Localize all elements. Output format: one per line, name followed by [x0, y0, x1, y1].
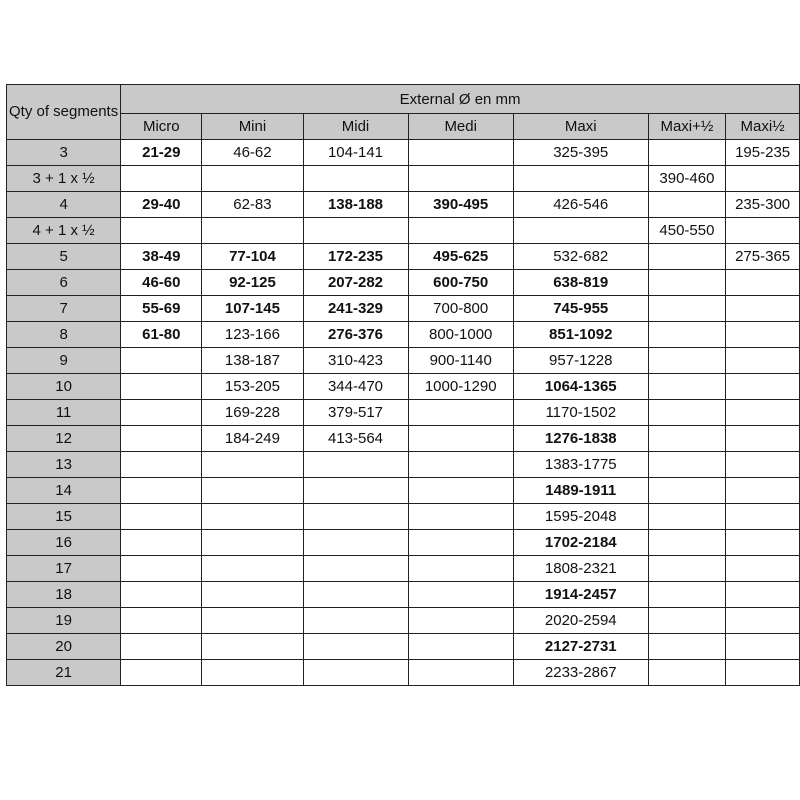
diameter-cell: [303, 218, 408, 244]
diameter-cell: [726, 608, 800, 634]
diameter-cell: [408, 140, 513, 166]
diameter-cell: [121, 478, 202, 504]
diameter-cell: [121, 374, 202, 400]
diameter-cell: 532-682: [513, 244, 648, 270]
column-header: Maxi½: [726, 114, 800, 140]
table-row: [7, 296, 800, 322]
diameter-cell: [726, 374, 800, 400]
diameter-cell: 700-800: [408, 296, 513, 322]
qty-cell: 21: [7, 660, 121, 686]
diameter-cell: 1276-1838: [513, 426, 648, 452]
table-row: [7, 634, 800, 660]
qty-cell: 10: [7, 374, 121, 400]
diameter-cell: 310-423: [303, 348, 408, 374]
diameter-cell: 600-750: [408, 270, 513, 296]
diameter-cell: 413-564: [303, 426, 408, 452]
diameter-cell: 55-69: [121, 296, 202, 322]
diameter-cell: [648, 530, 726, 556]
diameter-cell: [202, 556, 303, 582]
diameter-cell: 2233-2867: [513, 660, 648, 686]
diameter-cell: [303, 166, 408, 192]
diameter-cell: 138-188: [303, 192, 408, 218]
diameter-cell: [726, 322, 800, 348]
diameter-cell: 77-104: [202, 244, 303, 270]
qty-cell: 9: [7, 348, 121, 374]
diameter-cell: 1064-1365: [513, 374, 648, 400]
qty-cell: 4 + 1 x ½: [7, 218, 121, 244]
diameter-cell: [726, 634, 800, 660]
table-row: [7, 478, 800, 504]
diameter-cell: [121, 166, 202, 192]
diameter-cell: 2020-2594: [513, 608, 648, 634]
table-row: [7, 608, 800, 634]
diameter-cell: 1170-1502: [513, 400, 648, 426]
diameter-cell: 957-1228: [513, 348, 648, 374]
diameter-cell: [726, 400, 800, 426]
diameter-cell: 138-187: [202, 348, 303, 374]
diameter-cell: 900-1140: [408, 348, 513, 374]
diameter-cell: 426-546: [513, 192, 648, 218]
diameter-cell: 21-29: [121, 140, 202, 166]
table-row: [7, 452, 800, 478]
diameter-cell: [648, 400, 726, 426]
diameter-cell: 2127-2731: [513, 634, 648, 660]
column-header: Medi: [408, 114, 513, 140]
diameter-cell: [648, 270, 726, 296]
diameter-cell: 275-365: [726, 244, 800, 270]
diameter-cell: [202, 452, 303, 478]
qty-cell: 12: [7, 426, 121, 452]
qty-cell: 7: [7, 296, 121, 322]
diameter-cell: [408, 530, 513, 556]
diameter-cell: [202, 530, 303, 556]
diameter-cell: [303, 530, 408, 556]
table-row: [7, 166, 800, 192]
diameter-cell: 29-40: [121, 192, 202, 218]
diameter-cell: [303, 452, 408, 478]
diameter-cell: [648, 296, 726, 322]
diameter-cell: [513, 218, 648, 244]
diameter-cell: [202, 218, 303, 244]
diameter-cell: [648, 504, 726, 530]
table-row: [7, 582, 800, 608]
diameter-cell: 638-819: [513, 270, 648, 296]
diameter-cell: [121, 400, 202, 426]
column-header: Maxi+½: [648, 114, 726, 140]
diameter-cell: 450-550: [648, 218, 726, 244]
diameter-cell: 172-235: [303, 244, 408, 270]
diameter-cell: 107-145: [202, 296, 303, 322]
qty-cell: 11: [7, 400, 121, 426]
qty-cell: 18: [7, 582, 121, 608]
table-row: [7, 400, 800, 426]
diameter-cell: [121, 660, 202, 686]
diameter-cell: [648, 660, 726, 686]
diameter-cell: 184-249: [202, 426, 303, 452]
diameter-cell: 207-282: [303, 270, 408, 296]
diameter-cell: 325-395: [513, 140, 648, 166]
diameter-cell: 1702-2184: [513, 530, 648, 556]
diameter-cell: [202, 166, 303, 192]
diameter-cell: [648, 244, 726, 270]
diameter-cell: 851-1092: [513, 322, 648, 348]
diameter-cell: 390-460: [648, 166, 726, 192]
qty-cell: 17: [7, 556, 121, 582]
diameter-cell: [408, 166, 513, 192]
table-row: [7, 322, 800, 348]
diameter-cell: [726, 218, 800, 244]
diameter-cell: 495-625: [408, 244, 513, 270]
diameter-cell: [648, 192, 726, 218]
diameter-cell: 241-329: [303, 296, 408, 322]
table-row: [7, 270, 800, 296]
diameter-cell: [648, 426, 726, 452]
diameter-cell: [121, 608, 202, 634]
diameter-cell: [726, 426, 800, 452]
qty-cell: 13: [7, 452, 121, 478]
qty-cell: 15: [7, 504, 121, 530]
diameter-cell: [121, 348, 202, 374]
diameter-cell: 169-228: [202, 400, 303, 426]
diameter-cell: 62-83: [202, 192, 303, 218]
column-header: Micro: [121, 114, 202, 140]
diameter-cell: [726, 166, 800, 192]
diameter-cell: [202, 478, 303, 504]
diameter-cell: 104-141: [303, 140, 408, 166]
diameter-cell: [202, 608, 303, 634]
qty-cell: 5: [7, 244, 121, 270]
qty-cell: 16: [7, 530, 121, 556]
diameter-cell: 390-495: [408, 192, 513, 218]
diameter-cell: 46-60: [121, 270, 202, 296]
diameter-cell: [303, 634, 408, 660]
diameter-cell: 379-517: [303, 400, 408, 426]
diameter-cell: [121, 452, 202, 478]
diameter-cell: 61-80: [121, 322, 202, 348]
diameter-cell: [726, 270, 800, 296]
diameter-cell: [121, 504, 202, 530]
diameter-cell: [726, 504, 800, 530]
diameter-cell: [648, 478, 726, 504]
diameter-cell: [408, 478, 513, 504]
diameter-cell: [648, 348, 726, 374]
diameter-cell: [408, 504, 513, 530]
table-row: [7, 374, 800, 400]
diameter-cell: 195-235: [726, 140, 800, 166]
diameter-cell: [303, 660, 408, 686]
diameter-cell: [202, 660, 303, 686]
diameter-cell: 1914-2457: [513, 582, 648, 608]
diameter-cell: [303, 504, 408, 530]
table-row: [7, 426, 800, 452]
column-header: Midi: [303, 114, 408, 140]
diameter-cell: 38-49: [121, 244, 202, 270]
column-header: Maxi: [513, 114, 648, 140]
table-row: [7, 504, 800, 530]
diameter-cell: [648, 582, 726, 608]
diameter-cell: 1595-2048: [513, 504, 648, 530]
diameter-cell: [408, 634, 513, 660]
diameter-cell: [648, 556, 726, 582]
diameter-cell: 276-376: [303, 322, 408, 348]
qty-header: Qty of segments: [7, 85, 121, 140]
qty-cell: 14: [7, 478, 121, 504]
qty-cell: 19: [7, 608, 121, 634]
diameter-cell: [408, 426, 513, 452]
diameter-cell: [408, 218, 513, 244]
table-row: [7, 218, 800, 244]
segments-table: [6, 84, 800, 686]
diameter-cell: [408, 608, 513, 634]
diameter-cell: [408, 556, 513, 582]
qty-cell: 3 + 1 x ½: [7, 166, 121, 192]
qty-cell: 8: [7, 322, 121, 348]
diameter-cell: [121, 634, 202, 660]
diameter-cell: [726, 348, 800, 374]
diameter-cell: 123-166: [202, 322, 303, 348]
diameter-cell: [121, 582, 202, 608]
table-row: [7, 140, 800, 166]
table-row: [7, 192, 800, 218]
diameter-cell: [303, 608, 408, 634]
diameter-cell: [648, 374, 726, 400]
diameter-cell: 1489-1911: [513, 478, 648, 504]
diameter-cell: 1383-1775: [513, 452, 648, 478]
diameter-cell: [303, 582, 408, 608]
table-row: [7, 244, 800, 270]
diameter-cell: [648, 452, 726, 478]
diameter-cell: [648, 608, 726, 634]
diameter-cell: 800-1000: [408, 322, 513, 348]
qty-cell: 20: [7, 634, 121, 660]
diameter-cell: [726, 582, 800, 608]
diameter-cell: [303, 556, 408, 582]
diameter-cell: [121, 530, 202, 556]
diameter-cell: 1808-2321: [513, 556, 648, 582]
diameter-cell: 235-300: [726, 192, 800, 218]
diameter-cell: [513, 166, 648, 192]
diameter-cell: 745-955: [513, 296, 648, 322]
diameter-cell: [408, 400, 513, 426]
table-row: [7, 530, 800, 556]
table-row: [7, 556, 800, 582]
diameter-cell: 344-470: [303, 374, 408, 400]
diameter-cell: 92-125: [202, 270, 303, 296]
diameter-cell: [121, 426, 202, 452]
diameter-cell: [648, 322, 726, 348]
diameter-cell: [202, 634, 303, 660]
diameter-cell: [648, 140, 726, 166]
diameter-cell: 1000-1290: [408, 374, 513, 400]
diameter-cell: 153-205: [202, 374, 303, 400]
diameter-cell: [726, 478, 800, 504]
qty-cell: 3: [7, 140, 121, 166]
diameter-cell: [648, 634, 726, 660]
diameter-cell: [726, 660, 800, 686]
diameter-cell: 46-62: [202, 140, 303, 166]
diameter-cell: [408, 582, 513, 608]
diameter-cell: [303, 478, 408, 504]
diameter-cell: [726, 556, 800, 582]
table-row: [7, 660, 800, 686]
diameter-cell: [726, 296, 800, 322]
qty-cell: 4: [7, 192, 121, 218]
diameter-cell: [408, 452, 513, 478]
diameter-cell: [726, 452, 800, 478]
diameter-cell: [202, 582, 303, 608]
qty-cell: 6: [7, 270, 121, 296]
diameter-cell: [121, 218, 202, 244]
column-header: Mini: [202, 114, 303, 140]
diameter-cell: [726, 530, 800, 556]
external-diameter-header: External Ø en mm: [121, 85, 800, 114]
diameter-cell: [121, 556, 202, 582]
diameter-cell: [408, 660, 513, 686]
diameter-cell: [202, 504, 303, 530]
table-row: [7, 348, 800, 374]
